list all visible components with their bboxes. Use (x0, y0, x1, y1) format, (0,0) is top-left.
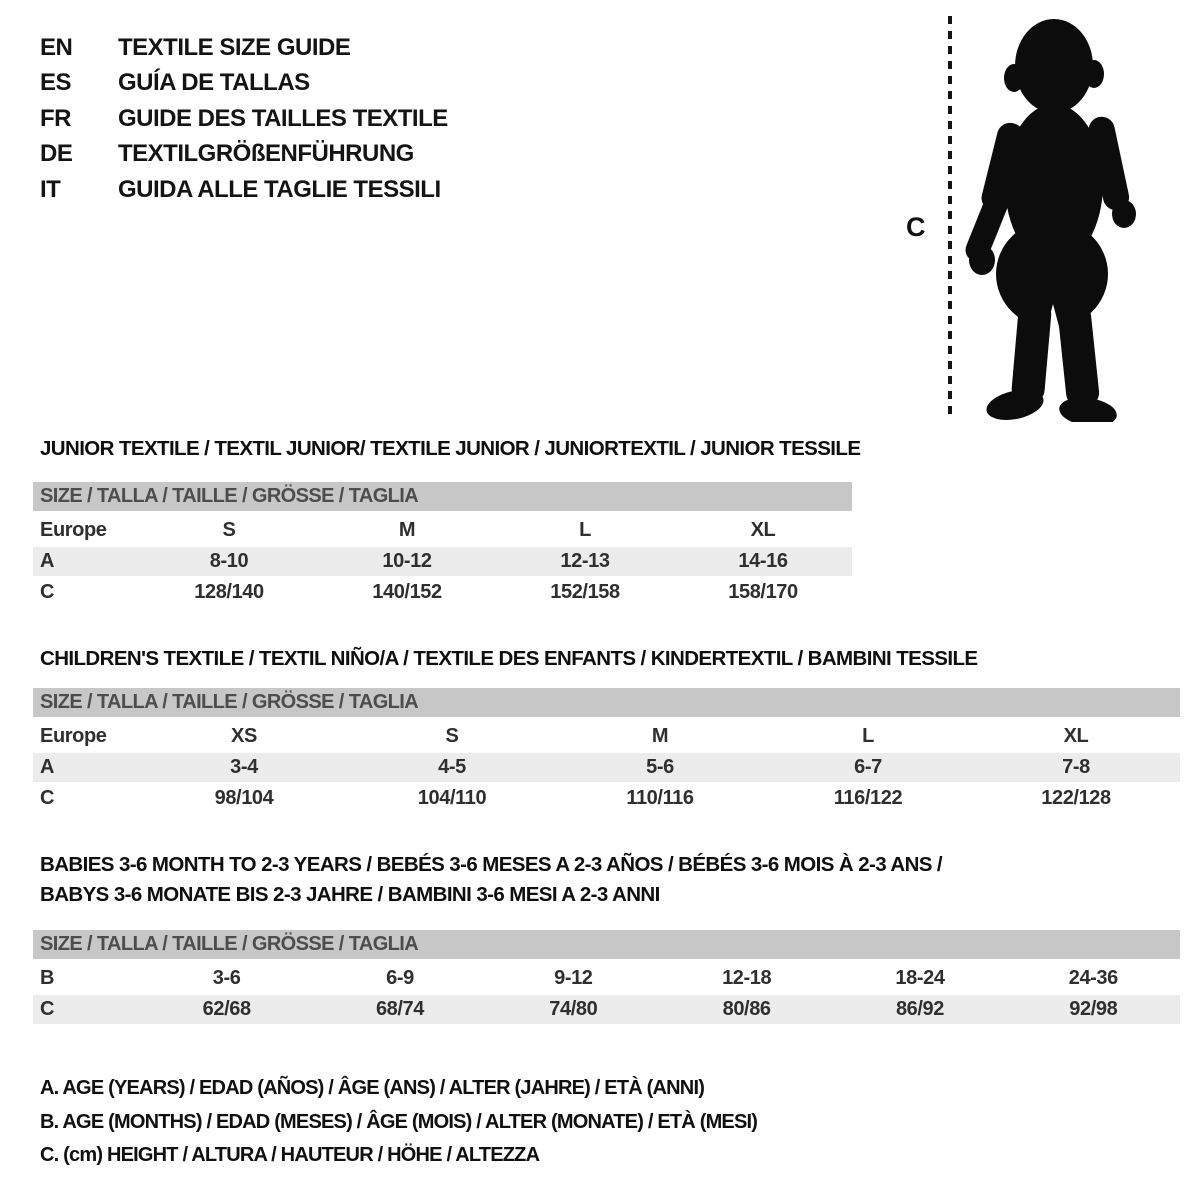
age-cell: 14-16 (738, 550, 788, 572)
legend-line-b: B. AGE (MONTHS) / EDAD (MESES) / ÂGE (MOIS) / ALTER (MONATE) / ETÀ (MESI) (40, 1110, 758, 1133)
age-cell: 4-5 (438, 756, 466, 778)
height-cell: 158/170 (728, 581, 798, 603)
age-cell: 6-9 (386, 967, 414, 989)
guide-title-fr: GUIDE DES TAILLES TEXTILE (118, 104, 448, 132)
age-cell: 7-8 (1062, 756, 1090, 778)
baby-toddler-silhouette-icon (960, 14, 1144, 422)
age-cell: 5-6 (646, 756, 674, 778)
language-row-fr (40, 101, 448, 137)
language-row-it (40, 172, 448, 208)
row-label: Europe (40, 725, 107, 747)
row-label: C (40, 581, 55, 603)
babies-size-table (33, 930, 1180, 1026)
section-title-children: CHILDREN'S TEXTILE / TEXTIL NIÑO/A / TEXTILE DES ENFANTS / KINDERTEXTIL / BAMBINI TESSILE (40, 647, 978, 670)
legend-line-a: A. AGE (YEARS) / EDAD (AÑOS) / ÂGE (ANS) / ALTER (JAHRE) / ETÀ (ANNI) (40, 1077, 705, 1099)
legend-line-c: C. (cm) HEIGHT / ALTURA / HAUTEUR / HÖHE / ALTEZZA (40, 1144, 540, 1166)
height-measure-dashed-line (948, 16, 952, 416)
table-row-height-cm (33, 784, 1180, 813)
size-cell: XL (750, 519, 776, 541)
height-cell: 98/104 (214, 787, 274, 809)
row-label: A (40, 756, 55, 778)
size-cell: L (579, 519, 591, 541)
height-cell: 140/152 (372, 581, 442, 603)
table-row-europe (33, 722, 1180, 751)
size-header-bar: SIZE / TALLA / TAILLE / GRÖSSE / TAGLIA (33, 930, 1180, 959)
size-cell: S (222, 519, 236, 541)
age-cell: 12-18 (722, 967, 772, 989)
age-cell: 10-12 (382, 550, 432, 572)
size-cell: XL (1063, 725, 1089, 747)
row-label: Europe (40, 519, 107, 541)
language-code: FR (40, 104, 71, 132)
row-label: C (40, 998, 55, 1020)
guide-title-en: TEXTILE SIZE GUIDE (118, 33, 351, 61)
height-measure-label: C (906, 212, 926, 242)
language-row-es (40, 66, 448, 102)
guide-title-it: GUIDA ALLE TAGLIE TESSILI (118, 175, 441, 203)
section-title-babies (40, 850, 942, 910)
language-row-de (40, 137, 448, 173)
table-row-europe (33, 516, 852, 545)
guide-title-de: TEXTILGRÖßENFÜHRUNG (118, 140, 414, 168)
table-row-age-years (33, 753, 1180, 782)
size-cell: M (651, 725, 669, 747)
size-cell: S (445, 725, 459, 747)
size-cell: M (398, 519, 416, 541)
age-cell: 3-4 (230, 756, 258, 778)
table-row-height-cm (33, 578, 852, 607)
height-cell: 122/128 (1041, 787, 1111, 809)
table-row-age-months (33, 964, 1180, 993)
children-size-table (33, 688, 1180, 815)
junior-size-table (33, 482, 852, 609)
height-cell: 92/98 (1069, 998, 1118, 1020)
height-cell: 86/92 (895, 998, 944, 1020)
language-code: IT (40, 175, 61, 203)
language-code: EN (40, 33, 73, 61)
section-title-babies-line1: BABIES 3-6 MONTH TO 2-3 YEARS / BEBÉS 3-6 MESES A 2-3 AÑOS / BÉBÉS 3-6 MOIS À 2-3 ANS / (40, 853, 943, 876)
measure-legend (40, 1072, 757, 1173)
age-cell: 3-6 (212, 967, 241, 989)
age-cell: 9-12 (554, 967, 593, 989)
age-cell: 6-7 (854, 756, 882, 778)
language-code: DE (40, 140, 73, 168)
language-code: ES (40, 69, 72, 97)
row-label: A (40, 550, 55, 572)
guide-title-es: GUÍA DE TALLAS (118, 69, 310, 97)
age-cell: 8-10 (209, 550, 249, 572)
height-cell: 74/80 (549, 998, 598, 1020)
size-cell: L (862, 725, 874, 747)
row-label: C (40, 787, 55, 809)
age-cell: 12-13 (560, 550, 610, 572)
size-header-bar: SIZE / TALLA / TAILLE / GRÖSSE / TAGLIA (33, 482, 852, 511)
table-row-height-cm (33, 995, 1180, 1024)
height-cell: 68/74 (375, 998, 425, 1020)
section-title-junior: JUNIOR TEXTILE / TEXTIL JUNIOR/ TEXTILE JUNIOR / JUNIORTEXTIL / JUNIOR TESSILE (40, 437, 861, 460)
height-cell: 116/122 (833, 787, 903, 809)
height-cell: 110/116 (626, 787, 694, 809)
height-cell: 104/110 (417, 787, 487, 809)
size-cell: XS (231, 725, 257, 747)
table-row-age-years (33, 547, 852, 576)
height-cell: 128/140 (194, 581, 264, 603)
height-cell: 152/158 (550, 581, 620, 603)
size-header-bar: SIZE / TALLA / TAILLE / GRÖSSE / TAGLIA (33, 688, 1180, 717)
language-title-list (40, 30, 448, 208)
height-cell: 80/86 (722, 998, 771, 1020)
language-row-en (40, 30, 448, 66)
age-cell: 24-36 (1068, 967, 1118, 989)
row-label: B (40, 967, 55, 989)
height-cell: 62/68 (202, 998, 251, 1020)
section-title-babies-line2: BABYS 3-6 MONATE BIS 2-3 JAHRE / BAMBINI 3-6 MESI A 2-3 ANNI (40, 883, 660, 906)
age-cell: 18-24 (895, 967, 945, 989)
